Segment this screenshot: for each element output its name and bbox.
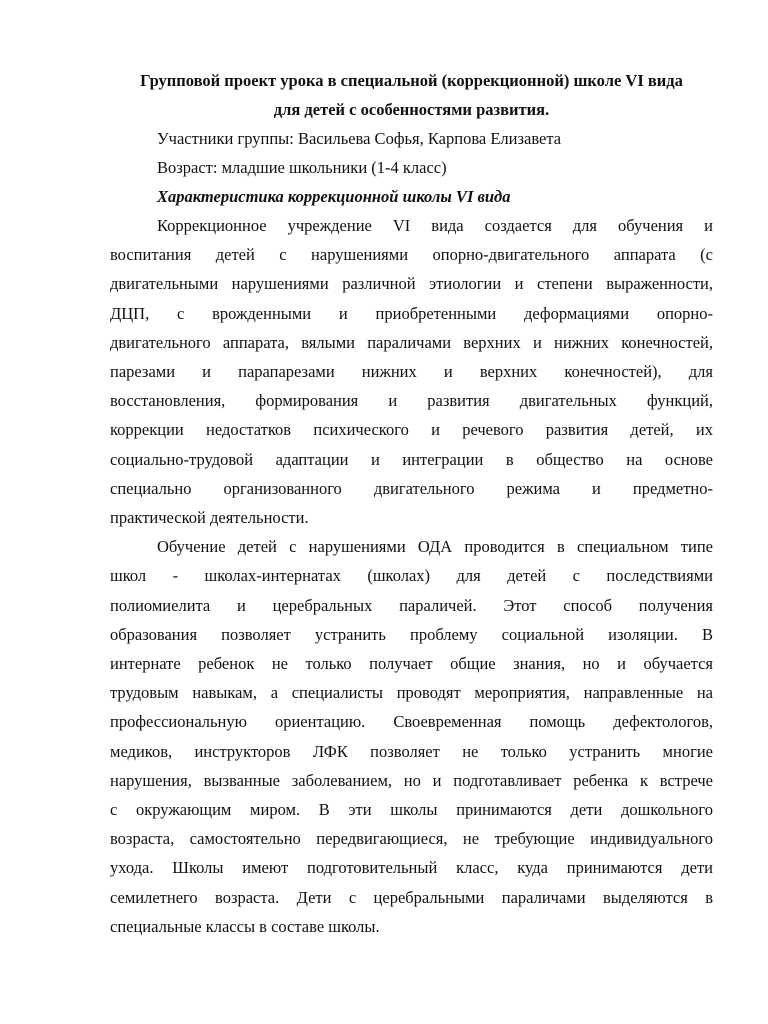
paragraph-2-line: нарушения, вызванные заболеванием, но и подготавливает ребенка к встрече (110, 770, 713, 790)
paragraph-2-line: возраста, самостоятельно передвигающиеся, не требующие индивидуального (110, 829, 713, 849)
paragraph-2-line: специальные классы в составе школы. (110, 916, 380, 936)
paragraph-1-line: специально организованного двигательного режима и предметно- (110, 478, 713, 498)
paragraph-1-line: практической деятельности. (110, 508, 309, 528)
paragraph-1-line: восстановления, формирования и развития двигательных функций, (110, 391, 713, 411)
paragraph-1-line: двигательного аппарата, вялыми параличами верхних и нижних конечностей, (110, 332, 713, 352)
document-page (110, 66, 713, 941)
title-line-1: Групповой проект урока в специальной (коррекционной) школе VI вида (140, 71, 683, 90)
paragraph-1-line: двигательными нарушениями различной этиологии и степени выраженности, (110, 274, 713, 294)
paragraph-2-line: медиков, инструкторов ЛФК позволяет не только устранить многие (110, 741, 713, 761)
paragraph-1-line: коррекции недостатков психического и речевого развития детей, их (110, 420, 713, 440)
paragraph-1-line: ДЦП, с врожденными и приобретенными деформациями опорно- (110, 303, 713, 323)
document-title (110, 66, 713, 124)
title-line-2: для детей с особенностями развития. (273, 100, 550, 119)
section-heading: Характеристика коррекционной школы VI вида (157, 187, 511, 206)
paragraph-2-line: с окружающим миром. В эти школы принимаются дети дошкольного (110, 800, 713, 820)
paragraph-1 (110, 211, 713, 532)
paragraph-1-line: парезами и парапарезами нижних и верхних конечностей), для (110, 362, 713, 382)
paragraph-2-line: полиомиелита и церебральных параличей. Этот способ получения (110, 595, 713, 615)
paragraph-2-line: профессиональную ориентацию. Своевременная помощь дефектологов, (110, 712, 713, 732)
paragraph-2-line: школ - школах-интернатах (школах) для детей с последствиями (110, 566, 713, 586)
paragraph-2-line: Обучение детей с нарушениями ОДА проводится в специальном типе (157, 537, 713, 557)
paragraph-1-line: социально-трудовой адаптации и интеграции в общество на основе (110, 449, 713, 469)
paragraph-2-line: образования позволяет устранить проблему социальной изоляции. В (110, 624, 713, 644)
participants-line: Участники группы: Васильева Софья, Карпова Елизавета (157, 129, 562, 148)
paragraph-2-line: семилетнего возраста. Дети с церебральными параличами выделяются в (110, 887, 713, 907)
paragraph-1-line: Коррекционное учреждение VI вида создается для обучения и (157, 216, 713, 235)
paragraph-2-line: интернате ребенок не только получает общие знания, но и обучается (110, 654, 713, 674)
paragraph-2-line: трудовым навыкам, а специалисты проводят мероприятия, направленные на (110, 683, 713, 703)
paragraph-1-line: воспитания детей с нарушениями опорно-двигательного аппарата (с (110, 245, 713, 265)
paragraph-2-line: ухода. Школы имеют подготовительный класс, куда принимаются дети (110, 858, 713, 878)
paragraph-2 (110, 532, 713, 941)
age-line: Возраст: младшие школьники (1-4 класс) (157, 158, 447, 177)
